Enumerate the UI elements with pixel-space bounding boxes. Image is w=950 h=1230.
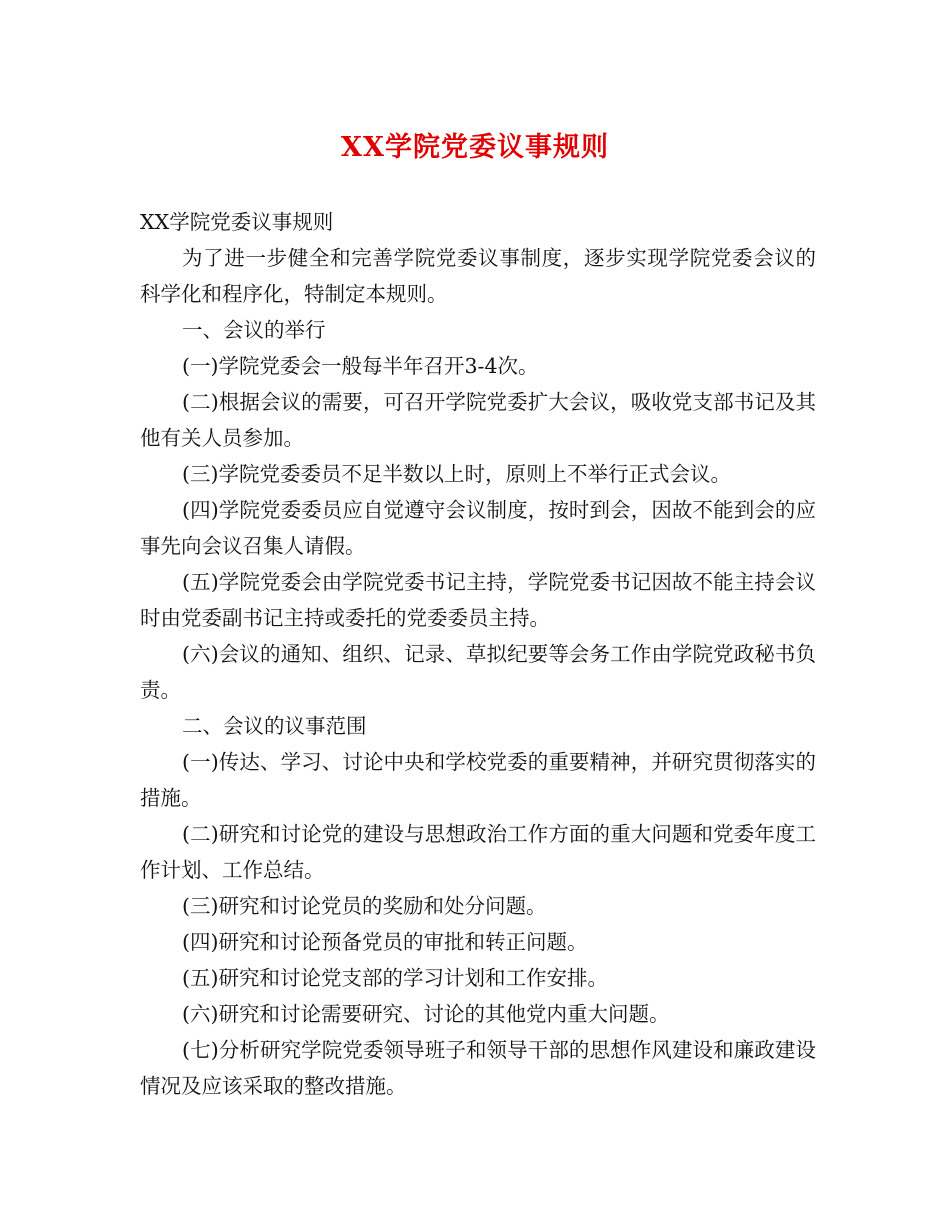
clause-paragraph: (二)研究和讨论党的建设与思想政治工作方面的重大问题和党委年度工作计划、工作总结。 [140,822,816,882]
clause-paragraph: (一)传达、学习、讨论中央和学校党委的重要精神，并研究贯彻落实的措施。 [140,750,816,810]
clause-paragraph: (六)会议的通知、组织、记录、草拟纪要等会务工作由学院党政秘书负责。 [140,642,816,702]
document-body [140,204,816,1104]
clause-paragraph: (五)学院党委会由学院党委书记主持，学院党委书记因故不能主持会议时由党委副书记主持或委托的党委委员主持。 [140,570,816,630]
intro-paragraph: 为了进一步健全和完善学院党委议事制度，逐步实现学院党委会议的科学化和程序化，特制定本规则。 [140,246,816,306]
clause-paragraph: (五)研究和讨论党支部的学习计划和工作安排。 [182,966,608,990]
clause-paragraph: (三)学院党委委员不足半数以上时，原则上不举行正式会议。 [182,462,731,486]
section-heading-2: 二、会议的议事范围 [182,714,367,738]
section-heading-1: 一、会议的举行 [182,318,326,342]
clause-paragraph: (七)分析研究学院党委领导班子和领导干部的思想作风建设和廉政建设情况及应该采取的整改措施。 [140,1038,816,1098]
clause-paragraph: (二)根据会议的需要，可召开学院党委扩大会议，吸收党支部书记及其他有关人员参加。 [140,390,816,450]
body-heading: XX学院党委议事规则 [140,210,334,234]
document-title: XX学院党委议事规则 [341,132,609,163]
clause-paragraph: (四)学院党委委员应自觉遵守会议制度，按时到会，因故不能到会的应事先向会议召集人请假。 [140,498,816,558]
clause-paragraph: (四)研究和讨论预备党员的审批和转正问题。 [182,930,588,954]
clause-paragraph: (一)学院党委会一般每半年召开3-4次。 [182,354,539,378]
clause-paragraph: (六)研究和讨论需要研究、讨论的其他党内重大问题。 [182,1002,670,1026]
clause-paragraph: (三)研究和讨论党员的奖励和处分问题。 [182,894,547,918]
